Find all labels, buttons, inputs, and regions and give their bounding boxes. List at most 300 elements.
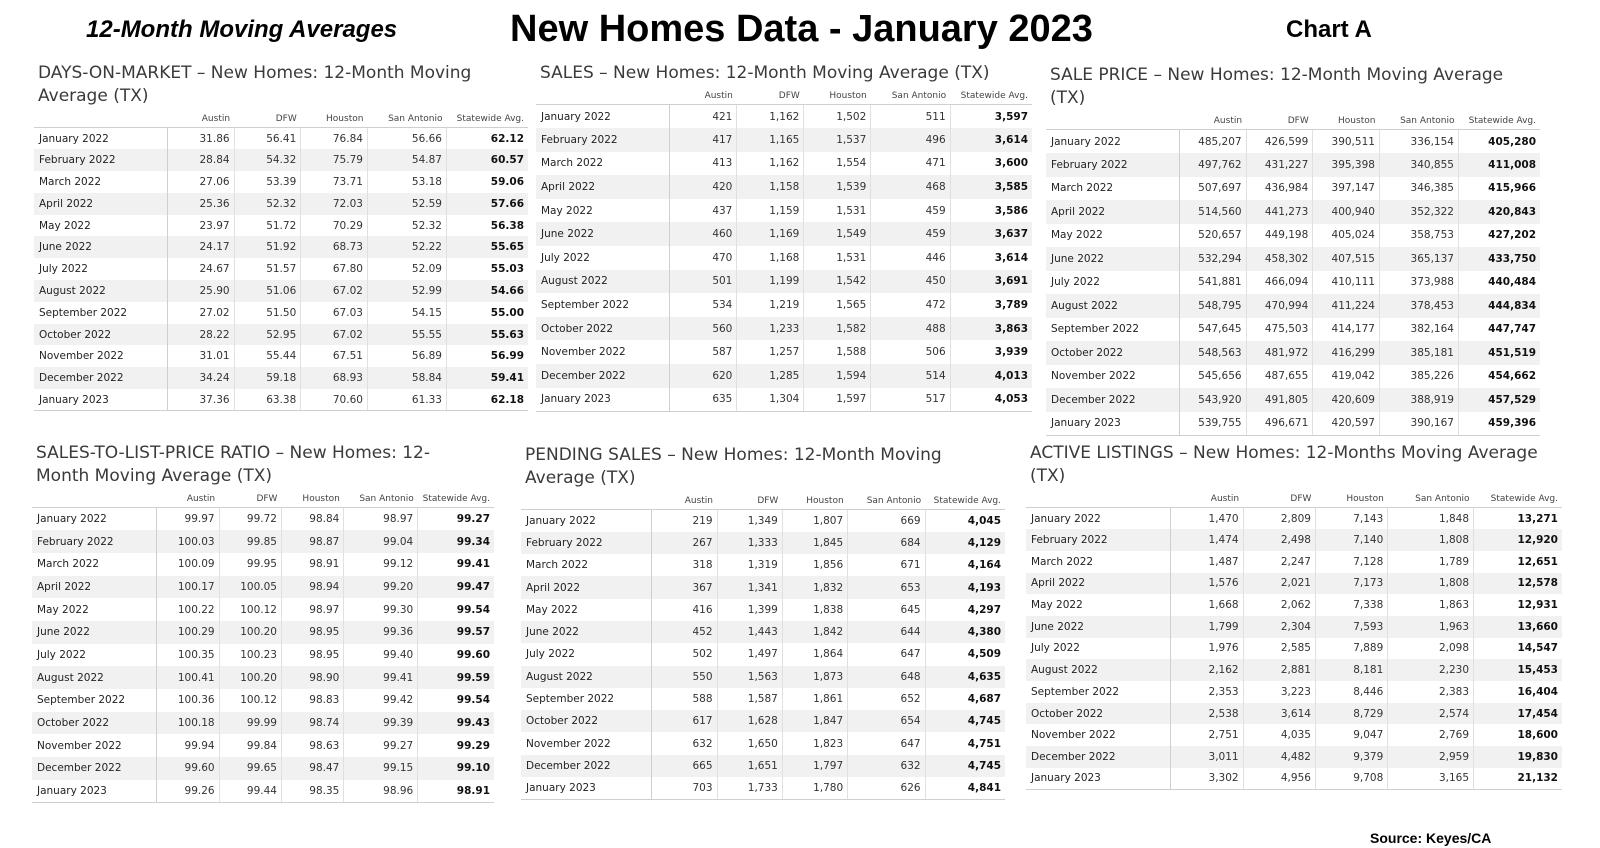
table-cell: 587: [670, 340, 737, 364]
panel-title: ACTIVE LISTINGS – New Homes: 12-Months Moving Average (TX): [1030, 443, 1538, 486]
table-row: [1046, 247, 1540, 271]
table-cell: 1,219: [737, 293, 804, 317]
table-cell: 644: [848, 621, 925, 643]
table-cell: 24.67: [167, 258, 234, 280]
table-cell: 98.95: [281, 621, 343, 644]
table-cell: 367: [652, 576, 717, 598]
table-cell: 1,799: [1171, 616, 1243, 638]
table-cell: 487,655: [1246, 365, 1313, 389]
table-cell: 1,554: [804, 152, 871, 176]
table-cell: 98.63: [281, 734, 343, 757]
row-month: October 2022: [1046, 341, 1179, 365]
table-cell: 420: [670, 175, 737, 199]
table-cell: 23.97: [167, 215, 234, 237]
table-cell: 3,863: [950, 317, 1032, 341]
table-cell: 3,637: [950, 222, 1032, 246]
table-cell: 520,657: [1179, 224, 1246, 248]
table-cell: 99.41: [456, 558, 490, 571]
table-cell: 34.24: [167, 367, 234, 389]
table-cell: 1,668: [1171, 594, 1243, 616]
table-cell: 13,660: [1474, 616, 1562, 638]
row-month: December 2022: [521, 755, 652, 777]
table-cell: 395,398: [1313, 153, 1380, 177]
table-row: [34, 302, 528, 324]
table-cell: 470,994: [1246, 294, 1313, 318]
table-cell: 54.87: [367, 149, 446, 171]
table-cell: 1,319: [717, 554, 782, 576]
column-header: Houston: [804, 89, 871, 105]
row-month: July 2022: [536, 246, 670, 270]
row-month: January 2023: [536, 388, 670, 412]
table-cell: 340,855: [1379, 153, 1458, 177]
table-cell: 52.32: [367, 215, 446, 237]
column-header: DFW: [1246, 114, 1313, 130]
table-cell: 550: [652, 666, 717, 688]
panel-title: DAYS-ON-MARKET – New Homes: 12-Month Moving Average (TX): [38, 63, 472, 106]
table-cell: 99.57: [418, 621, 494, 644]
table-cell: 373,988: [1379, 271, 1458, 295]
row-month: February 2022: [34, 149, 167, 171]
column-header: DFW: [234, 112, 301, 128]
table-row: [32, 553, 494, 576]
table-cell: 352,322: [1379, 200, 1458, 224]
table-row: [32, 757, 494, 780]
table-cell: 336,154: [1379, 130, 1458, 154]
table-cell: 411,224: [1313, 294, 1380, 318]
table-cell: 70.60: [301, 389, 368, 411]
table-cell: 3,165: [1388, 768, 1474, 790]
table-row: [521, 643, 1005, 665]
table-cell: 55.44: [234, 345, 301, 367]
month-column-header: [1046, 114, 1179, 130]
table-cell: 51.72: [234, 215, 301, 237]
table-cell: 1,531: [804, 199, 871, 223]
table-cell: 4,745: [925, 755, 1005, 777]
table-cell: 4,035: [1243, 724, 1315, 746]
table-cell: 545,656: [1179, 365, 1246, 389]
table-cell: 411,008: [1458, 153, 1540, 177]
table-cell: 27.02: [167, 302, 234, 324]
row-month: March 2022: [536, 152, 670, 176]
table-cell: 99.84: [219, 734, 281, 757]
table-row: [1026, 638, 1562, 660]
column-header: San Antonio: [344, 492, 418, 508]
table-cell: 450: [871, 270, 950, 294]
table-cell: 4,841: [925, 777, 1005, 799]
table-cell: 632: [652, 732, 717, 754]
table-cell: 501: [670, 270, 737, 294]
table-cell: 437: [670, 199, 737, 223]
table-row: [1046, 412, 1540, 436]
table-cell: 1,861: [782, 688, 847, 710]
row-month: January 2023: [1046, 412, 1179, 436]
source-note: Source: Keyes/CA: [1370, 830, 1492, 846]
table-cell: 1,497: [717, 643, 782, 665]
table-cell: 28.84: [167, 149, 234, 171]
table-cell: 534: [670, 293, 737, 317]
table-cell: 59.41: [446, 367, 528, 389]
table-row: [1046, 388, 1540, 412]
table-cell: 416,299: [1313, 341, 1380, 365]
table-row: [1046, 153, 1540, 177]
table-cell: 471: [871, 152, 950, 176]
table-cell: 61.33: [367, 389, 446, 411]
table-cell: 98.83: [281, 689, 343, 712]
row-month: May 2022: [1026, 594, 1171, 616]
row-month: August 2022: [32, 666, 157, 689]
table-cell: 1,594: [804, 364, 871, 388]
table-cell: 1,807: [782, 510, 847, 532]
table-cell: 267: [652, 532, 717, 554]
table-cell: 3,614: [1243, 703, 1315, 725]
row-month: May 2022: [34, 215, 167, 237]
table-cell: 99.47: [418, 576, 494, 599]
table-cell: 100.35: [157, 644, 219, 667]
table-cell: 4,751: [967, 737, 1001, 750]
table-cell: 7,173: [1315, 573, 1387, 595]
table-cell: 502: [652, 643, 717, 665]
table-cell: 25.90: [167, 280, 234, 302]
table-cell: 63.38: [234, 389, 301, 411]
table-cell: 7,140: [1315, 529, 1387, 551]
table-cell: 99.36: [344, 621, 418, 644]
table-cell: 37.36: [167, 389, 234, 411]
table-cell: 2,881: [1243, 659, 1315, 681]
table-cell: 1,587: [717, 688, 782, 710]
table-cell: 4,509: [967, 648, 1001, 661]
table-row: [536, 128, 1032, 152]
row-month: August 2022: [34, 280, 167, 302]
table-cell: 21,132: [1474, 768, 1562, 790]
table-row: [521, 576, 1005, 598]
table-cell: 51.92: [234, 236, 301, 258]
table-row: [34, 389, 528, 411]
table-cell: 458,302: [1246, 247, 1313, 271]
column-header: San Antonio: [848, 494, 925, 510]
table-cell: 55.65: [446, 236, 528, 258]
row-month: January 2022: [521, 510, 652, 532]
table-cell: 99.97: [157, 508, 219, 531]
table-cell: 547,645: [1179, 318, 1246, 342]
table-cell: 1,873: [782, 666, 847, 688]
table-cell: 2,585: [1243, 638, 1315, 660]
row-month: October 2022: [34, 324, 167, 346]
table-row: [34, 367, 528, 389]
table-cell: 99.30: [344, 598, 418, 621]
table-cell: 1,162: [737, 152, 804, 176]
table-cell: 654: [848, 710, 925, 732]
table-cell: 517: [871, 388, 950, 412]
table-cell: 100.22: [157, 598, 219, 621]
row-month: August 2022: [536, 270, 670, 294]
table-cell: 2,098: [1388, 638, 1474, 660]
table-cell: 1,199: [737, 270, 804, 294]
column-header: DFW: [737, 89, 804, 105]
table-cell: 99.99: [219, 712, 281, 735]
table-cell: 99.20: [344, 576, 418, 599]
table-row: [521, 621, 1005, 643]
table-cell: 1,487: [1171, 551, 1243, 573]
table-cell: 12,651: [1517, 555, 1558, 568]
table-cell: 1,628: [717, 710, 782, 732]
row-month: October 2022: [536, 317, 670, 341]
row-month: September 2022: [34, 302, 167, 324]
table-cell: 652: [848, 688, 925, 710]
table-cell: 4,045: [967, 514, 1001, 527]
table-cell: 100.03: [157, 530, 219, 553]
table-cell: 67.80: [301, 258, 368, 280]
table-cell: 99.44: [219, 780, 281, 803]
table-cell: 632: [848, 755, 925, 777]
table-cell: 99.10: [418, 757, 494, 780]
column-header: San Antonio: [871, 89, 950, 105]
table-cell: 485,207: [1179, 130, 1246, 154]
row-month: January 2023: [34, 389, 167, 411]
table-cell: 56.89: [367, 345, 446, 367]
table-cell: 511: [871, 105, 950, 129]
table-cell: 56.99: [490, 350, 524, 363]
table-cell: 3,691: [950, 270, 1032, 294]
table-cell: 1,159: [737, 199, 804, 223]
table-row: [521, 777, 1005, 799]
table-cell: 4,053: [950, 388, 1032, 412]
table-cell: 427,202: [1488, 229, 1536, 242]
table-cell: 1,832: [782, 576, 847, 598]
table-cell: 12,920: [1474, 529, 1562, 551]
table-cell: 2,062: [1243, 594, 1315, 616]
row-month: April 2022: [32, 576, 157, 599]
table-cell: 1,823: [782, 732, 847, 754]
table-cell: 52.99: [367, 280, 446, 302]
table-cell: 1,165: [737, 128, 804, 152]
table-cell: 100.18: [157, 712, 219, 735]
table-cell: 9,708: [1315, 768, 1387, 790]
table-cell: 55.55: [367, 324, 446, 346]
table-cell: 3,597: [994, 110, 1028, 123]
table-cell: 1,158: [737, 175, 804, 199]
row-month: December 2022: [536, 364, 670, 388]
table-cell: 466,094: [1246, 271, 1313, 295]
panel-pending-sales: [521, 444, 1005, 800]
table-cell: 588: [652, 688, 717, 710]
table-cell: 441,273: [1246, 200, 1313, 224]
table-cell: 436,984: [1246, 177, 1313, 201]
table-cell: 539,755: [1179, 412, 1246, 436]
table-row: [32, 689, 494, 712]
table-row: [1026, 746, 1562, 768]
table-cell: 397,147: [1313, 177, 1380, 201]
table-cell: 496,671: [1246, 412, 1313, 436]
table-row: [521, 666, 1005, 688]
table-cell: 25.36: [167, 193, 234, 215]
table-cell: 669: [848, 510, 925, 532]
table-cell: 1,651: [717, 755, 782, 777]
table-row: [521, 755, 1005, 777]
table-cell: 645: [848, 599, 925, 621]
table-cell: 2,959: [1388, 746, 1474, 768]
table-cell: 4,013: [950, 364, 1032, 388]
table-cell: 648: [848, 666, 925, 688]
table-cell: 684: [848, 532, 925, 554]
table-row: [521, 554, 1005, 576]
table-cell: 420,609: [1313, 388, 1380, 412]
table-cell: 548,795: [1179, 294, 1246, 318]
table-cell: 3,939: [994, 346, 1028, 359]
table-row: [521, 688, 1005, 710]
data-table: [536, 89, 1032, 412]
row-month: December 2022: [1046, 388, 1179, 412]
table-cell: 52.22: [367, 236, 446, 258]
month-column-header: [34, 112, 167, 128]
table-cell: 431,227: [1246, 153, 1313, 177]
table-cell: 3,789: [994, 299, 1028, 312]
panel-title: PENDING SALES – New Homes: 12-Month Moving Average (TX): [525, 445, 942, 488]
table-cell: 98.74: [281, 712, 343, 735]
row-month: November 2022: [32, 734, 157, 757]
table-cell: 73.71: [301, 171, 368, 193]
row-month: September 2022: [521, 688, 652, 710]
panel-active-listings: [1026, 442, 1562, 790]
month-column-header: [536, 89, 670, 105]
table-cell: 59.06: [490, 175, 524, 188]
table-cell: 99.54: [456, 603, 490, 616]
table-cell: 55.63: [446, 324, 528, 346]
table-row: [1046, 294, 1540, 318]
table-cell: 7,593: [1315, 616, 1387, 638]
data-table: [1026, 492, 1562, 790]
table-cell: 99.15: [344, 757, 418, 780]
row-month: September 2022: [32, 689, 157, 712]
table-cell: 472: [871, 293, 950, 317]
table-cell: 67.03: [301, 302, 368, 324]
table-row: [32, 712, 494, 735]
table-cell: 1,233: [737, 317, 804, 341]
table-cell: 1,168: [737, 246, 804, 270]
table-cell: 100.09: [157, 553, 219, 576]
table-cell: 3,586: [994, 204, 1028, 217]
column-header: DFW: [1243, 492, 1315, 508]
row-month: December 2022: [1026, 746, 1171, 768]
table-cell: 98.91: [418, 780, 494, 803]
table-cell: 1,842: [782, 621, 847, 643]
table-cell: 382,164: [1379, 318, 1458, 342]
table-row: [536, 152, 1032, 176]
row-month: November 2022: [536, 340, 670, 364]
table-cell: 514: [871, 364, 950, 388]
table-cell: 1,285: [737, 364, 804, 388]
table-cell: 4,193: [925, 576, 1005, 598]
table-cell: 2,383: [1388, 681, 1474, 703]
table-cell: 76.84: [301, 128, 368, 150]
table-cell: 1,474: [1171, 529, 1243, 551]
table-row: [32, 734, 494, 757]
row-month: September 2022: [1046, 318, 1179, 342]
row-month: August 2022: [1026, 659, 1171, 681]
table-cell: 421: [670, 105, 737, 129]
table-row: [536, 199, 1032, 223]
table-row: [1046, 365, 1540, 389]
table-cell: 55.00: [490, 306, 524, 319]
table-cell: 99.39: [344, 712, 418, 735]
table-cell: 52.32: [234, 193, 301, 215]
table-cell: 7,889: [1315, 638, 1387, 660]
table-cell: 378,453: [1379, 294, 1458, 318]
table-cell: 8,446: [1315, 681, 1387, 703]
table-cell: 99.29: [456, 739, 490, 752]
table-cell: 2,538: [1171, 703, 1243, 725]
panel-sales-to-list-ratio: [32, 442, 494, 803]
table-cell: 100.41: [157, 666, 219, 689]
table-cell: 4,482: [1243, 746, 1315, 768]
column-header: San Antonio: [1379, 114, 1458, 130]
table-row: [536, 388, 1032, 412]
row-month: September 2022: [536, 293, 670, 317]
table-cell: 7,338: [1315, 594, 1387, 616]
table-row: [32, 780, 494, 803]
column-header: Statewide Avg.: [925, 494, 1005, 510]
table-cell: 4,129: [925, 532, 1005, 554]
table-cell: 653: [848, 576, 925, 598]
table-cell: 100.17: [157, 576, 219, 599]
row-month: January 2022: [32, 508, 157, 531]
table-row: [1046, 200, 1540, 224]
table-row: [536, 246, 1032, 270]
table-cell: 2,574: [1388, 703, 1474, 725]
row-month: July 2022: [521, 643, 652, 665]
column-header: Houston: [1313, 114, 1380, 130]
table-cell: 2,162: [1171, 659, 1243, 681]
data-table: [32, 492, 494, 803]
table-row: [1046, 318, 1540, 342]
table-cell: 385,226: [1379, 365, 1458, 389]
row-month: February 2022: [1026, 529, 1171, 551]
table-cell: 100.20: [219, 666, 281, 689]
table-row: [536, 293, 1032, 317]
table-cell: 346,385: [1379, 177, 1458, 201]
table-cell: 99.72: [219, 508, 281, 531]
row-month: June 2022: [536, 222, 670, 246]
table-row: [32, 576, 494, 599]
table-cell: 1,576: [1171, 573, 1243, 595]
row-month: May 2022: [536, 199, 670, 223]
table-cell: 99.12: [344, 553, 418, 576]
table-row: [1026, 659, 1562, 681]
table-cell: 28.22: [167, 324, 234, 346]
table-cell: 385,181: [1379, 341, 1458, 365]
table-cell: 2,230: [1388, 659, 1474, 681]
table-cell: 405,280: [1488, 135, 1536, 148]
table-cell: 440,484: [1488, 276, 1536, 289]
table-cell: 2,809: [1243, 508, 1315, 530]
table-cell: 75.79: [301, 149, 368, 171]
panel-sales: [536, 62, 1032, 412]
table-cell: 99.60: [157, 757, 219, 780]
table-cell: 2,021: [1243, 573, 1315, 595]
chart-label: Chart A: [1286, 16, 1372, 43]
table-row: [32, 644, 494, 667]
table-row: [34, 324, 528, 346]
table-cell: 31.86: [167, 128, 234, 150]
table-cell: 99.95: [219, 553, 281, 576]
table-cell: 1,847: [782, 710, 847, 732]
table-row: [34, 236, 528, 258]
table-cell: 449,198: [1246, 224, 1313, 248]
table-cell: 2,498: [1243, 529, 1315, 551]
table-cell: 51.50: [234, 302, 301, 324]
table-cell: 12,931: [1517, 599, 1558, 612]
table-cell: 17,454: [1474, 703, 1562, 725]
table-row: [34, 193, 528, 215]
